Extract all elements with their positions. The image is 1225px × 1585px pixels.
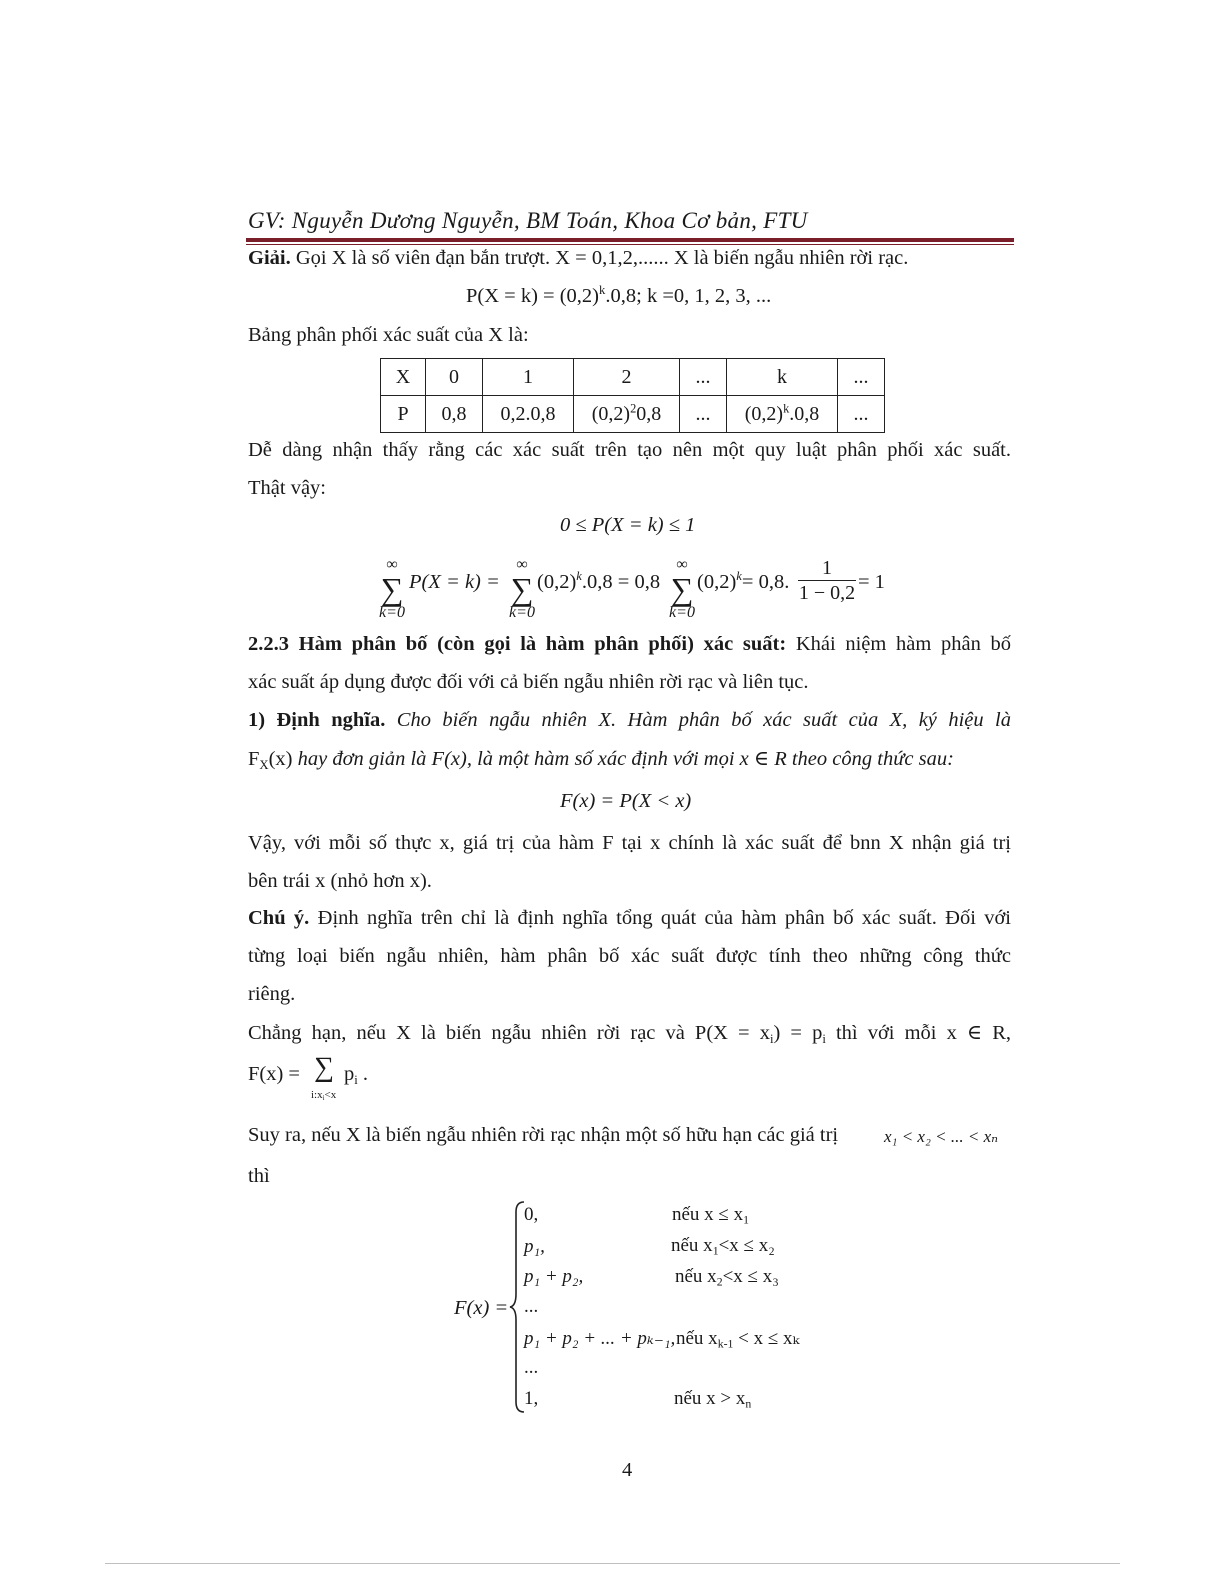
consequence-line2: thì [248, 1165, 270, 1187]
cell-exp: 2 [630, 400, 637, 415]
example-pre: Chẳng hạn, nếu X là biến ngẫu nhiên rời rạc và P(X = x [248, 1022, 770, 1044]
sum-sigma-3 [662, 556, 702, 622]
table-cell: 1 [483, 359, 574, 396]
sigma-upper: ∞ [386, 556, 398, 573]
sum-term2-post: .0,8 = 0,8 [581, 571, 661, 593]
fx-dot: . [357, 1063, 369, 1085]
example-sub: i [769, 1031, 774, 1046]
case-value: ... [524, 1357, 539, 1378]
definition-line2 [248, 745, 954, 773]
table-cell: ... [838, 396, 885, 433]
section-223-line1-rest: Khái niệm hàm phân bố [786, 633, 1012, 655]
sum-term2 [537, 568, 660, 596]
cond-text: nếu x [671, 1235, 713, 1256]
table-cell: ... [838, 359, 885, 396]
footer-divider [105, 1563, 1120, 1564]
cond-sub: 1 [743, 1213, 750, 1227]
cond-sub: 1 [712, 1244, 719, 1258]
cell-part: (0,2) [591, 402, 631, 425]
case-value: 1, [524, 1388, 539, 1409]
note-line2: từng loại biến ngẫu nhiên, hàm phân bố xác suất được tính theo những công thức [248, 945, 1011, 967]
case-condition [674, 1388, 751, 1410]
sum-fraction [798, 556, 856, 605]
para-law-line2: Thật vậy: [248, 477, 326, 499]
table-cell [727, 396, 838, 433]
example-fx-sigma: ∑ [314, 1052, 334, 1083]
table-cell: 0,8 [426, 396, 483, 433]
case-value: ... [524, 1296, 539, 1317]
example-fx-lhs: F(x) = [248, 1063, 300, 1085]
definition-label: 1) Định nghĩa. [248, 709, 386, 731]
fx-term: p [344, 1063, 355, 1085]
para-law-line1: Dễ dàng nhận thấy rằng các xác suất trên tạo nên một quy luật phân phối xác suất. [248, 439, 1011, 461]
case-value: p₁, [524, 1236, 545, 1257]
table-cell [574, 396, 680, 433]
fx-symbol: F [248, 748, 260, 770]
consequence-line1: Suy ra, nếu X là biến ngẫu nhiên rời rạc nhận một số hữu hạn các giá trị [248, 1124, 839, 1146]
pmf-formula-pre: P(X = k) = (0,2) [466, 285, 600, 307]
cell-part: .0,8 [789, 402, 820, 425]
table-cell: ... [680, 359, 727, 396]
case-value: p₁ + p₂ + ... + pₖ₋₁, [524, 1328, 676, 1349]
definition-line1-rest: Cho biến ngẫu nhiên X. Hàm phân bố xác suất của X, ký hiệu là [385, 709, 1011, 731]
note-line3: riêng. [248, 983, 296, 1005]
cond-text: nếu x > x [674, 1388, 746, 1409]
example-post: thì với mỗi x ∈ R, [825, 1022, 1011, 1044]
case-value: 0, [524, 1204, 539, 1225]
cond-text: nếu x [676, 1328, 718, 1349]
cond-sub: 2 [716, 1275, 723, 1289]
sum-term3-post: = 0,8. [741, 571, 790, 593]
cond-text: nếu x ≤ x [672, 1204, 744, 1225]
fx-subscript: X [259, 757, 269, 772]
sigma-lower: k=0 [669, 604, 695, 621]
cond-sub: n [745, 1397, 752, 1411]
meaning-line2: bên trái x (nhỏ hơn x). [248, 870, 432, 892]
sigma-upper: ∞ [516, 556, 528, 573]
table-cell: k [727, 359, 838, 396]
example-line1 [248, 1019, 1011, 1047]
sigma-symbol: ∑ [670, 571, 694, 607]
pmf-formula-post: .0,8; k =0, 1, 2, 3, ... [605, 285, 772, 307]
sum-term3-base: (0,2) [697, 571, 737, 593]
fx-lower-post: <x [324, 1089, 337, 1101]
pmf-formula [466, 282, 771, 310]
sum-term1 [409, 568, 500, 596]
fraction-numerator: 1 [798, 556, 856, 581]
note-label: Chú ý. [248, 907, 310, 929]
note-line1-rest: Định nghĩa trên chỉ là định nghĩa tổng quát của hàm phân bố xác suất. Đối với [309, 907, 1011, 929]
sum-result: = 1 [858, 571, 885, 593]
example-fx-lower [311, 1089, 336, 1101]
table-row-p [381, 396, 885, 433]
cond-text: nếu x [675, 1266, 717, 1287]
example-fx-term [344, 1060, 368, 1088]
solution-intro: Gọi X là số viên đạn bắn trượt. X = 0,1,2,...... X là biến ngẫu nhiên rời rạc. [290, 247, 909, 269]
meaning-line1: Vậy, với mỗi số thực x, giá trị của hàm F tại x chính là xác suất để bnn X nhận giá trị [248, 832, 1011, 854]
table-cell: 2 [574, 359, 680, 396]
table-cell: P [381, 396, 426, 433]
sigma-symbol: ∑ [380, 571, 404, 607]
cond-post: <x ≤ x₃ [722, 1266, 779, 1287]
note-line1 [248, 904, 1011, 932]
case-condition [675, 1266, 779, 1288]
definition-line1 [248, 706, 1011, 734]
sum-sigma-2 [502, 556, 542, 622]
table-cell: ... [680, 396, 727, 433]
sigma-upper: ∞ [676, 556, 688, 573]
header-rule-thick [246, 238, 1014, 242]
definition-line2-rest: hay đơn giản là F(x), là một hàm số xác định với mọi x ∈ R theo công thức sau: [292, 748, 954, 770]
inequality: 0 ≤ P(X = k) ≤ 1 [560, 514, 696, 536]
sum-term2-base: (0,2) [537, 571, 577, 593]
consequence-chain: x₁ < x₂ < ... < xₙ [884, 1127, 999, 1146]
table-cell: 0,2.0,8 [483, 396, 574, 433]
example-sub2: i [822, 1031, 826, 1046]
case-value: p₁ + p₂, [524, 1266, 584, 1287]
table-cell: X [381, 359, 426, 396]
cell-exp: k [783, 400, 790, 415]
table-row-x [381, 359, 885, 396]
case-condition [671, 1235, 775, 1257]
definition-formula: F(x) = P(X < x) [560, 790, 692, 812]
sum-term3-exp: k [736, 569, 742, 584]
distribution-table [380, 358, 885, 433]
sum-term3 [697, 568, 789, 596]
cell-part: (0,2) [744, 402, 784, 425]
solution-label: Giải. [248, 247, 291, 269]
sum-sigma-1 [372, 556, 412, 622]
sigma-lower: k=0 [379, 604, 405, 621]
case-condition [672, 1204, 749, 1226]
cell-part: 0,8 [636, 402, 662, 425]
fx-lower: i:x [311, 1089, 323, 1101]
page-header: GV: Nguyễn Dương Nguyễn, BM Toán, Khoa Cơ bản, FTU [248, 208, 808, 233]
section-223-line1 [248, 630, 1011, 658]
fx-argument: (x) [268, 748, 293, 770]
fx-term-sub: i [354, 1072, 358, 1087]
sum-term2-exp: k [576, 569, 582, 584]
cond-sub: k-1 [717, 1337, 734, 1351]
sigma-symbol: ∑ [510, 571, 534, 607]
sigma-lower: k=0 [509, 604, 535, 621]
pmf-formula-exp: k [599, 283, 606, 298]
cond-post: <x ≤ x₂ [718, 1235, 775, 1256]
example-mid: ) = p [773, 1022, 823, 1044]
section-223-line2: xác suất áp dụng được đối với cả biến ngẫu nhiên rời rạc và liên tục. [248, 671, 809, 693]
page-number: 4 [622, 1459, 633, 1481]
solution-line [248, 244, 908, 272]
sum-term1-text: P(X = k) = [409, 571, 500, 593]
table-cell: 0 [426, 359, 483, 396]
cond-post: < x ≤ xₖ [733, 1328, 800, 1349]
fraction-denominator: 1 − 0,2 [798, 582, 856, 604]
case-condition [676, 1327, 799, 1350]
table-intro: Bảng phân phối xác suất của X là: [248, 324, 529, 346]
section-223-title: 2.2.3 Hàm phân bố (còn gọi là hàm phân phối) xác suất: [248, 633, 787, 655]
piecewise-lhs: F(x) = [454, 1297, 509, 1319]
fx-lower-sub: i [322, 1095, 325, 1103]
